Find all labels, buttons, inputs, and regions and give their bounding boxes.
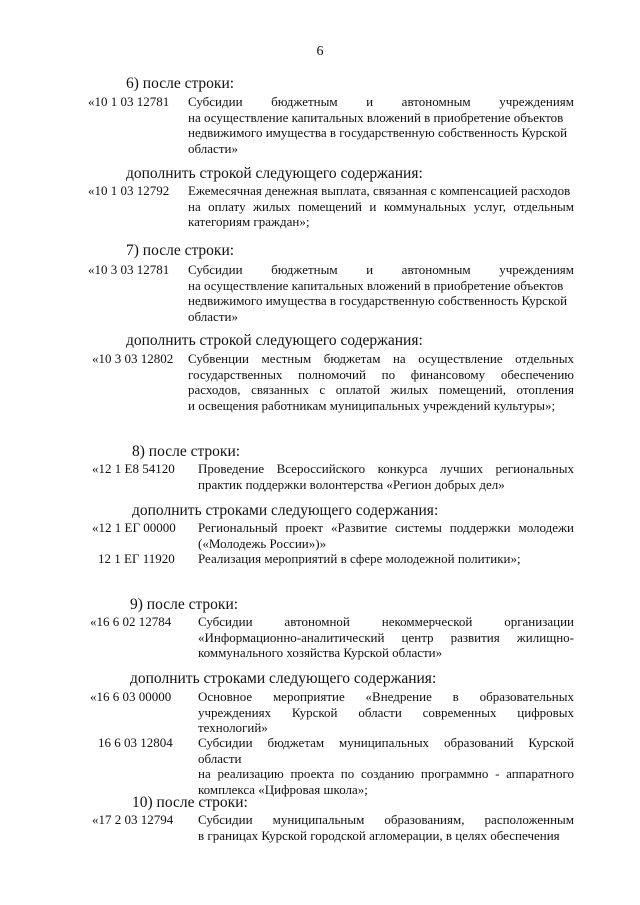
section-heading: 7) после строки: [126,242,235,259]
section-heading: дополнить строкой следующего содержания: [126,332,423,349]
budget-code: 12 1 ЕГ 11920 [98,551,175,566]
budget-code: «17 2 03 12794 [92,812,174,827]
row-description [188,94,574,156]
description-line: на осуществление капитальных вложений в приобретение объектов [188,109,564,125]
budget-code: «12 1 E8 54120 [92,461,175,476]
row-description [198,735,574,797]
description-line: технологий» [198,720,268,735]
description-line: Субвенции местным бюджетам на осуществление отдельных [188,351,574,366]
description-line: практик поддержки волонтерства «Регион добрых дел» [198,476,505,492]
budget-code: «10 3 03 12802 [92,351,174,366]
row-description [198,689,574,736]
section-heading: 6) после строки: [126,75,235,92]
budget-code: «10 3 03 12781 [88,262,170,277]
row-description [198,551,574,567]
description-line: Субсидии бюджетам муниципальных образований Курской области [198,735,574,766]
row-description [198,614,574,661]
description-line: области» [188,308,238,324]
section-heading: дополнить строкой следующего содержания: [126,165,423,182]
row-description [198,812,574,843]
description-line: в границах Курской городской агломерации, в целях обеспечения [198,827,560,843]
row-description [198,520,574,551]
row-description [188,183,574,230]
description-line: Региональный проект «Развитие системы поддержки молодежи [198,520,574,535]
description-line: недвижимого имущества в государственную собственность Курской [188,125,568,140]
description-line: учреждениях Курской области современных цифровых [198,704,574,720]
row-description [188,262,574,324]
description-line: Ежемесячная денежная выплата, связанная с компенсацией расходов [188,183,571,198]
description-line: области» [188,140,238,156]
budget-code: «16 6 02 12784 [90,614,172,629]
description-line: категориям граждан»; [188,214,310,229]
budget-code: «16 6 03 00000 [90,689,172,704]
row-description [198,461,574,492]
description-line: Субсидии бюджетным и автономным учреждениям [188,94,574,109]
description-line: коммунального хозяйства Курской области» [198,645,443,660]
budget-code: «10 1 03 12792 [88,183,170,198]
description-line: Субсидии автономной некоммерческой организации [198,614,574,629]
section-heading: 9) после строки: [130,596,239,613]
description-line: Проведение Всероссийского конкурса лучших региональных [198,461,574,476]
description-line: Субсидии бюджетным и автономным учреждениям [188,262,574,277]
description-line: «Информационно-аналитический центр развития жилищно- [198,629,574,645]
description-line: комплекса «Цифровая школа»; [198,781,368,797]
row-description [188,351,574,413]
section-heading: дополнить строками следующего содержания: [132,502,439,519]
page-number: 6 [316,44,324,59]
description-line: Основное мероприятие «Внедрение в образовательных [198,689,574,704]
description-line: на оплату жилых помещений и коммунальных услуг, отдельным [188,198,574,214]
description-line: расходов, связанных с оплатой жилых помещений, отопления [188,382,574,397]
description-line: и освещения работникам муниципальных учреждений культуры»; [188,397,556,413]
section-heading: 10) после строки: [132,794,248,811]
description-line: Субсидии муниципальным образованиям, расположенным [198,812,574,827]
description-line: Реализация мероприятий в сфере молодежной политики»; [198,551,521,566]
budget-code: «10 1 03 12781 [88,94,170,109]
description-line: («Молодежь России»)» [198,535,327,551]
description-line: недвижимого имущества в государственную собственность Курской [188,293,568,308]
section-heading: 8) после строки: [132,443,241,460]
description-line: на осуществление капитальных вложений в приобретение объектов [188,277,564,293]
budget-code: «12 1 ЕГ 00000 [92,520,176,535]
budget-code: 16 6 03 12804 [98,735,173,750]
description-line: на реализацию проекта по созданию программно - аппаратного [198,766,574,781]
section-heading: дополнить строками следующего содержания: [130,670,437,687]
description-line: государственных полномочий по финансовому обеспечению [188,366,574,382]
